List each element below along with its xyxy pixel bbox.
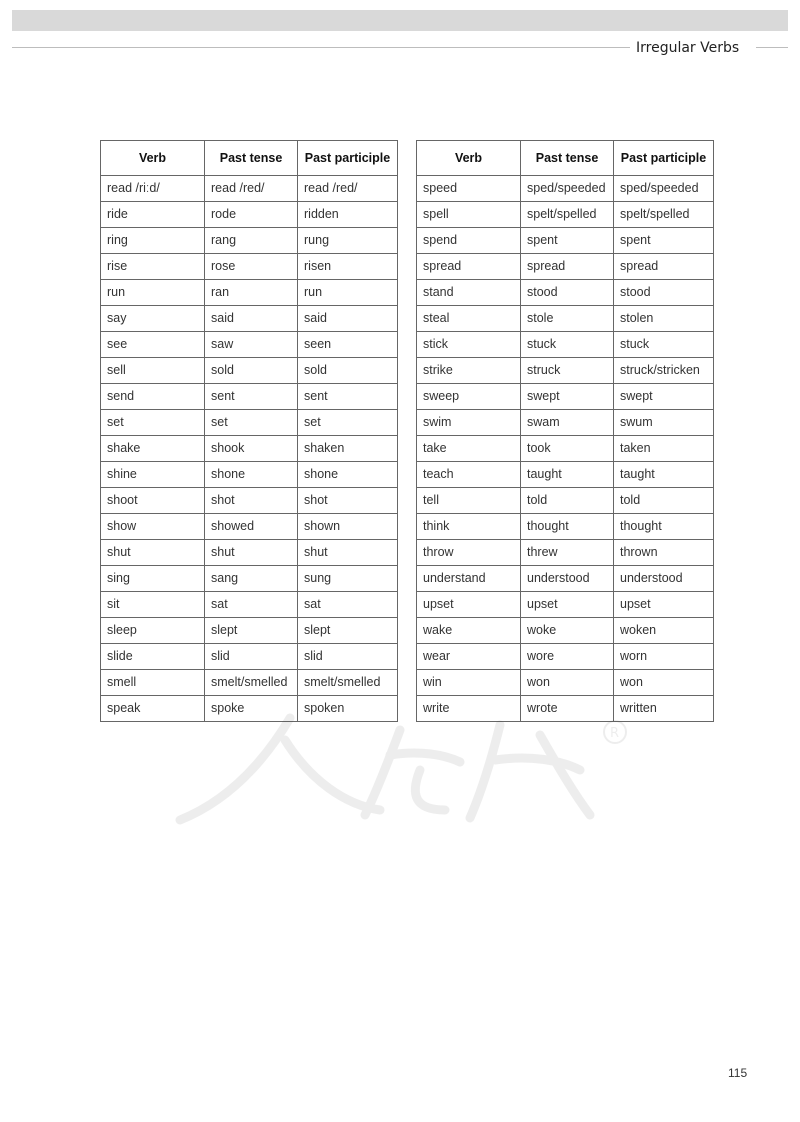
past-participle-cell: thrown <box>614 540 714 566</box>
verb-cell: shine <box>101 462 205 488</box>
past-tense-cell: read /red/ <box>205 176 298 202</box>
table-row <box>417 566 714 592</box>
past-tense-cell: shone <box>205 462 298 488</box>
table-row <box>417 176 714 202</box>
table-row <box>417 670 714 696</box>
verb-cell: spread <box>417 254 521 280</box>
verb-cell: sell <box>101 358 205 384</box>
past-participle-cell: upset <box>614 592 714 618</box>
verb-cell: take <box>417 436 521 462</box>
past-participle-cell: spoken <box>298 696 398 722</box>
past-participle-cell: written <box>614 696 714 722</box>
table-row <box>417 254 714 280</box>
past-tense-cell: shook <box>205 436 298 462</box>
column-header-past-tense: Past tense <box>521 141 614 176</box>
past-participle-cell: shown <box>298 514 398 540</box>
past-tense-cell: sat <box>205 592 298 618</box>
table-row <box>101 618 398 644</box>
past-tense-cell: thought <box>521 514 614 540</box>
past-participle-cell: set <box>298 410 398 436</box>
verb-cell: say <box>101 306 205 332</box>
table-row <box>417 306 714 332</box>
verb-cell: slide <box>101 644 205 670</box>
past-tense-cell: wore <box>521 644 614 670</box>
table-row <box>101 644 398 670</box>
verb-cell: shake <box>101 436 205 462</box>
table-row <box>101 592 398 618</box>
past-tense-cell: swept <box>521 384 614 410</box>
column-header-past-participle: Past participle <box>614 141 714 176</box>
past-participle-cell: sped/speeded <box>614 176 714 202</box>
verb-cell: rise <box>101 254 205 280</box>
past-tense-cell: rose <box>205 254 298 280</box>
irregular-verbs-table-right <box>416 140 714 722</box>
table-row <box>417 514 714 540</box>
past-participle-cell: woken <box>614 618 714 644</box>
past-tense-cell: taught <box>521 462 614 488</box>
past-tense-cell: spelt/spelled <box>521 202 614 228</box>
verb-cell: tell <box>417 488 521 514</box>
past-tense-cell: sent <box>205 384 298 410</box>
column-header-verb: Verb <box>417 141 521 176</box>
verb-cell: swim <box>417 410 521 436</box>
verb-cell: win <box>417 670 521 696</box>
table-row <box>417 384 714 410</box>
verb-cell: show <box>101 514 205 540</box>
verb-cell: run <box>101 280 205 306</box>
verb-cell: sweep <box>417 384 521 410</box>
past-participle-cell: thought <box>614 514 714 540</box>
page-number: 115 <box>728 1066 748 1080</box>
past-participle-cell: swept <box>614 384 714 410</box>
verb-cell: spend <box>417 228 521 254</box>
table-row <box>417 358 714 384</box>
past-participle-cell: struck/stricken <box>614 358 714 384</box>
table-header-row <box>417 141 714 176</box>
verb-cell: smell <box>101 670 205 696</box>
past-participle-cell: spent <box>614 228 714 254</box>
table-row <box>101 176 398 202</box>
header-rule <box>12 47 630 48</box>
verb-cell: ring <box>101 228 205 254</box>
table-row <box>101 332 398 358</box>
past-participle-cell: spelt/spelled <box>614 202 714 228</box>
past-participle-cell: shaken <box>298 436 398 462</box>
table-row <box>101 462 398 488</box>
table-row <box>101 358 398 384</box>
table-row <box>417 410 714 436</box>
table-row <box>101 202 398 228</box>
past-tense-cell: understood <box>521 566 614 592</box>
past-participle-cell: rung <box>298 228 398 254</box>
publisher-watermark <box>170 710 640 830</box>
past-tense-cell: set <box>205 410 298 436</box>
verb-cell: sleep <box>101 618 205 644</box>
past-tense-cell: stood <box>521 280 614 306</box>
past-tense-cell: saw <box>205 332 298 358</box>
past-participle-cell: slid <box>298 644 398 670</box>
past-tense-cell: spread <box>521 254 614 280</box>
past-tense-cell: slid <box>205 644 298 670</box>
table-row <box>417 540 714 566</box>
verb-cell: throw <box>417 540 521 566</box>
table-row <box>101 306 398 332</box>
table-row <box>101 488 398 514</box>
past-tense-cell: wrote <box>521 696 614 722</box>
table-row <box>101 254 398 280</box>
past-tense-cell: said <box>205 306 298 332</box>
past-participle-cell: swum <box>614 410 714 436</box>
past-participle-cell: seen <box>298 332 398 358</box>
table-row <box>101 228 398 254</box>
past-participle-cell: shone <box>298 462 398 488</box>
header-bar <box>12 10 788 31</box>
past-tense-cell: sold <box>205 358 298 384</box>
table-row <box>101 436 398 462</box>
verb-cell: ride <box>101 202 205 228</box>
past-tense-cell: told <box>521 488 614 514</box>
past-participle-cell: run <box>298 280 398 306</box>
verb-cell: write <box>417 696 521 722</box>
past-tense-cell: rang <box>205 228 298 254</box>
past-participle-cell: read /red/ <box>298 176 398 202</box>
past-tense-cell: upset <box>521 592 614 618</box>
table-row <box>417 436 714 462</box>
irregular-verbs-table-left <box>100 140 398 722</box>
column-header-verb: Verb <box>101 141 205 176</box>
verb-cell: shoot <box>101 488 205 514</box>
past-tense-cell: swam <box>521 410 614 436</box>
table-row <box>417 488 714 514</box>
past-tense-cell: slept <box>205 618 298 644</box>
table-row <box>417 618 714 644</box>
verb-cell: strike <box>417 358 521 384</box>
header-rule-right <box>756 47 788 48</box>
past-participle-cell: slept <box>298 618 398 644</box>
past-participle-cell: taken <box>614 436 714 462</box>
table-row <box>101 540 398 566</box>
past-participle-cell: told <box>614 488 714 514</box>
past-participle-cell: understood <box>614 566 714 592</box>
verb-cell: stick <box>417 332 521 358</box>
verb-cell: speak <box>101 696 205 722</box>
past-tense-cell: spoke <box>205 696 298 722</box>
table-row <box>417 280 714 306</box>
past-tense-cell: spent <box>521 228 614 254</box>
past-participle-cell: spread <box>614 254 714 280</box>
past-participle-cell: worn <box>614 644 714 670</box>
table-header-row <box>101 141 398 176</box>
past-participle-cell: smelt/smelled <box>298 670 398 696</box>
verb-cell: shut <box>101 540 205 566</box>
verb-cell: see <box>101 332 205 358</box>
verb-cell: sit <box>101 592 205 618</box>
table-row <box>101 384 398 410</box>
past-tense-cell: stuck <box>521 332 614 358</box>
past-tense-cell: shot <box>205 488 298 514</box>
column-header-past-participle: Past participle <box>298 141 398 176</box>
table-row <box>417 332 714 358</box>
verb-cell: teach <box>417 462 521 488</box>
past-tense-cell: won <box>521 670 614 696</box>
verb-cell: spell <box>417 202 521 228</box>
table-row <box>101 410 398 436</box>
past-tense-cell: showed <box>205 514 298 540</box>
verb-cell: upset <box>417 592 521 618</box>
verb-cell: steal <box>417 306 521 332</box>
table-row <box>101 670 398 696</box>
past-participle-cell: sold <box>298 358 398 384</box>
verb-cell: read /riːd/ <box>101 176 205 202</box>
past-tense-cell: woke <box>521 618 614 644</box>
verb-cell: wake <box>417 618 521 644</box>
verb-cell: sing <box>101 566 205 592</box>
past-participle-cell: sat <box>298 592 398 618</box>
svg-text:R: R <box>610 726 620 741</box>
past-participle-cell: taught <box>614 462 714 488</box>
table-row <box>101 280 398 306</box>
table-row <box>101 566 398 592</box>
past-participle-cell: sent <box>298 384 398 410</box>
table-row <box>101 514 398 540</box>
past-tense-cell: stole <box>521 306 614 332</box>
verb-cell: wear <box>417 644 521 670</box>
past-participle-cell: ridden <box>298 202 398 228</box>
verb-cell: set <box>101 410 205 436</box>
column-header-past-tense: Past tense <box>205 141 298 176</box>
past-participle-cell: said <box>298 306 398 332</box>
past-tense-cell: rode <box>205 202 298 228</box>
past-tense-cell: sped/speeded <box>521 176 614 202</box>
table-row <box>417 462 714 488</box>
verb-cell: speed <box>417 176 521 202</box>
past-participle-cell: sung <box>298 566 398 592</box>
table-row <box>417 202 714 228</box>
verb-cell: stand <box>417 280 521 306</box>
past-tense-cell: shut <box>205 540 298 566</box>
past-tense-cell: ran <box>205 280 298 306</box>
table-row <box>417 644 714 670</box>
past-participle-cell: stuck <box>614 332 714 358</box>
past-tense-cell: threw <box>521 540 614 566</box>
past-tense-cell: took <box>521 436 614 462</box>
verb-cell: think <box>417 514 521 540</box>
past-participle-cell: won <box>614 670 714 696</box>
past-participle-cell: shot <box>298 488 398 514</box>
past-tense-cell: struck <box>521 358 614 384</box>
past-participle-cell: stood <box>614 280 714 306</box>
past-participle-cell: stolen <box>614 306 714 332</box>
past-tense-cell: sang <box>205 566 298 592</box>
verb-cell: understand <box>417 566 521 592</box>
past-participle-cell: risen <box>298 254 398 280</box>
table-row <box>417 228 714 254</box>
section-title: Irregular Verbs <box>636 40 740 56</box>
past-participle-cell: shut <box>298 540 398 566</box>
past-tense-cell: smelt/smelled <box>205 670 298 696</box>
verb-cell: send <box>101 384 205 410</box>
table-row <box>417 592 714 618</box>
